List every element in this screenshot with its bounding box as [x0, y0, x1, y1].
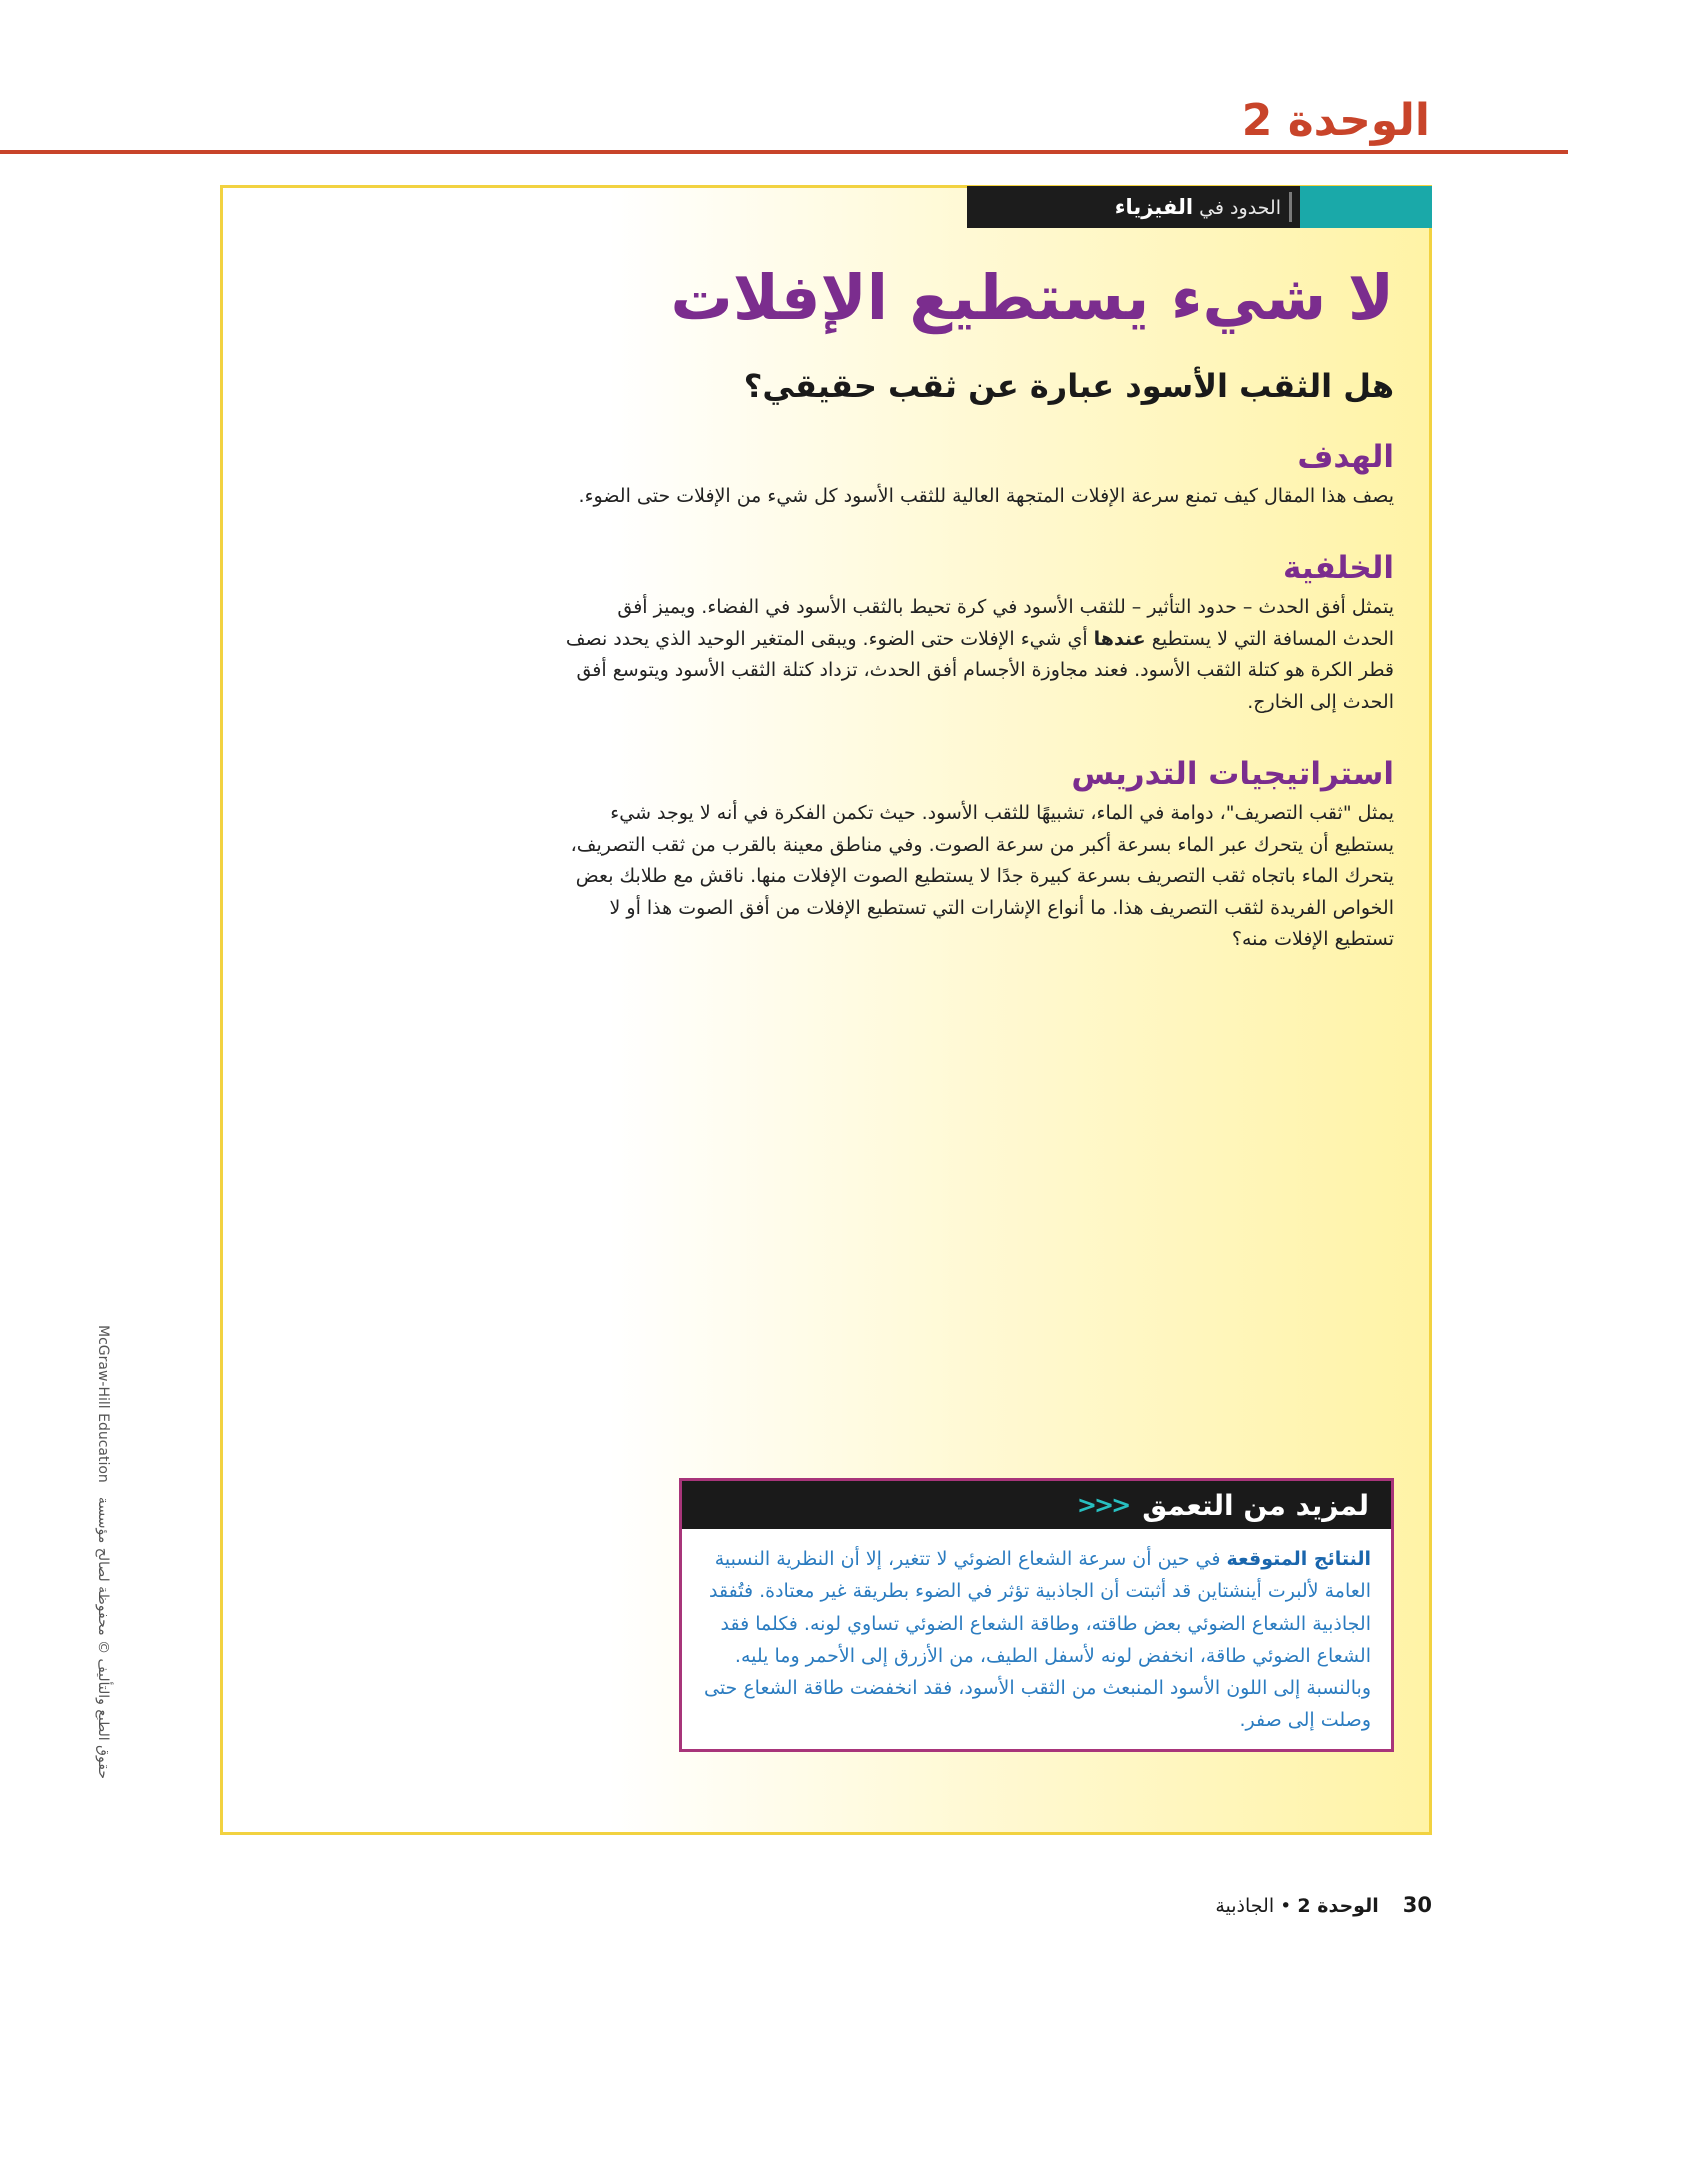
go-deeper-header — [682, 1481, 1391, 1529]
background-text-emphasis: عندها — [1093, 627, 1146, 650]
section-text-strategies: يمثل "ثقب التصريف"، دوامة في الماء، تشبيهًا للثقب الأسود. حيث تكمن الفكرة في أنه لا يوجد شيء يستطيع أن يتحرك عبر الماء بسرعة أكبر من سرعة الصوت. وفي مناطق معينة بالقرب من ثقب التصريف، يتحرك الماء باتجاه ثقب التصريف بسرعة كبيرة جدًا لا يستطيع الصوت الإفلات منها. ناقش مع طلابك بعض الخواص الفريدة لثقب التصريف هذا. ما أنواع الإشارات التي تستطيع الإفلات من أفق الصوت هذا أو لا تستطيع الإفلات منه؟ — [570, 802, 1394, 951]
section-text-objective: يصف هذا المقال كيف تمنع سرعة الإفلات المتجهة العالية للثقب الأسود كل شيء من الإفلات حتى الضوء. — [578, 484, 1394, 507]
publisher-name: McGraw-Hill Education — [95, 1325, 111, 1483]
banner-subject: الفيزياء — [1114, 195, 1194, 219]
section-heading-background: الخلفية — [1282, 550, 1394, 587]
go-deeper-text — [682, 1529, 1391, 1749]
banner-separator — [1289, 192, 1292, 222]
copyright-notice: حقوق الطبع والتأليف © محفوظة لصالح مؤسسة — [95, 1496, 111, 1779]
section-banner — [967, 186, 1432, 228]
footer-unit: الوحدة 2 — [1297, 1895, 1379, 1917]
section-heading-strategies: استراتيجيات التدريس — [1071, 756, 1394, 793]
banner-label — [1115, 195, 1281, 219]
expected-results-label: النتائج المتوقعة — [1226, 1548, 1371, 1570]
background-text-end: أي شيء الإفلات حتى الضوء. ويبقى المتغير الوحيد الذي يحدد نصف قطر الكرة هو كتلة الثقب الأسود. فعند مجاوزة الأجسام أفق الحدث، تزداد كتلة الثقب الأسود ويتوسع أفق الحدث إلى الخارج. — [565, 627, 1394, 713]
article-body — [564, 258, 1394, 994]
banner-accent — [1300, 186, 1432, 228]
expected-results-text: في حين أن سرعة الشعاع الضوئي لا تتغير، إلا أن النظرية النسبية العامة لألبرت أينشتاين قد أثبتت أن الجاذبية تؤثر في الضوء بطريقة غير معتادة. فتُفقد الجاذبية الشعاع الضوئي بعض طاقته، وطاقة الشعاع الضوئي تساوي لونه. فكلما فقد الشعاع الضوئي طاقة، انخفض لونه لأسفل الطيف، من الأزرق إلى الأحمر وما يليه. وبالنسبة إلى اللون الأسود المنبعث من الثقب الأسود، فقد انخفضت طاقة الشعاع حتى وصلت إلى صفر. — [703, 1548, 1371, 1732]
background-text-start: يتمثل أفق الحدث – حدود التأثير – للثقب الأسود في كرة تحيط بالثقب الأسود في الفضاء. ويميز أفق الحدث المسافة التي لا يستطيع — [617, 596, 1394, 650]
banner-prefix: الحدود في — [1199, 197, 1281, 219]
footer-bullet: • — [1280, 1895, 1292, 1917]
go-deeper-title: لمزيد من التعمق — [1142, 1488, 1369, 1522]
go-deeper-box — [679, 1478, 1394, 1752]
article-title: لا شيء يستطيع الإفلات — [670, 261, 1394, 334]
section-text-background — [564, 592, 1394, 718]
footer-chapter: الجاذبية — [1215, 1895, 1275, 1917]
section-heading-objective: الهدف — [1297, 438, 1394, 475]
unit-heading: الوحدة 2 — [1241, 95, 1430, 146]
article-subtitle: هل الثقب الأسود عبارة عن ثقب حقيقي؟ — [743, 366, 1394, 405]
page-number: 30 — [1402, 1893, 1432, 1917]
side-copyright — [85, 1325, 111, 2045]
page-footer — [1215, 1893, 1432, 1917]
feature-panel — [220, 185, 1432, 1835]
unit-divider — [0, 150, 1568, 154]
chevrons-left-icon: <<< — [1076, 1491, 1129, 1519]
